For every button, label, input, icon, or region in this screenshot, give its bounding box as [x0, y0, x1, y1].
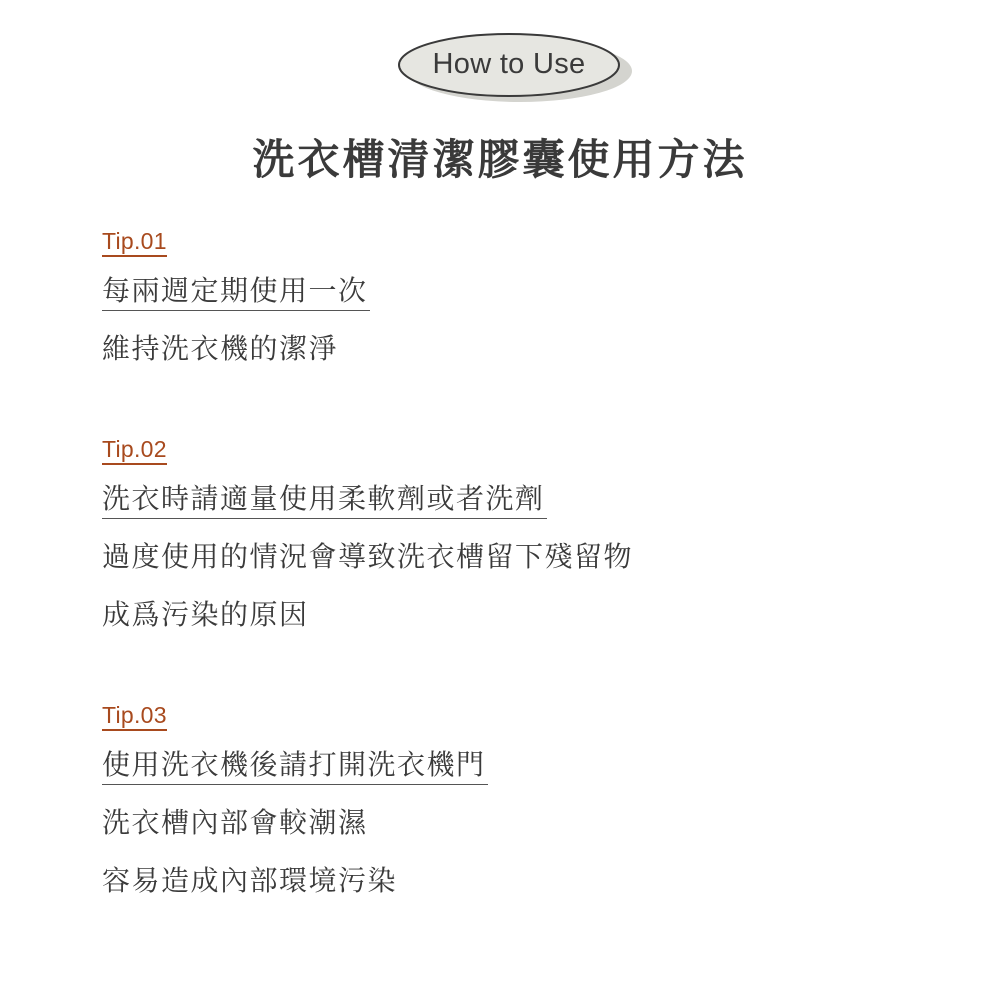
- tip-line: [102, 271, 370, 311]
- badge-label: How to Use: [432, 48, 586, 80]
- tip-label: Tip.02: [102, 436, 167, 465]
- tip-label: Tip.03: [102, 702, 167, 731]
- tip-line-text: 洗衣時請適量使用柔軟劑或者洗劑: [102, 480, 547, 519]
- tip-label: Tip.01: [102, 228, 167, 257]
- tip-section-2: [102, 436, 633, 653]
- tip-line: 過度使用的情況會導致洗衣槽留下殘留物: [102, 540, 634, 573]
- tip-line: [102, 479, 633, 519]
- tip-section-3: [102, 702, 488, 919]
- tip-line: 洗衣槽內部會較潮濕: [102, 806, 368, 839]
- tip-line-text: 使用洗衣機後請打開洗衣機門: [102, 746, 488, 785]
- tip-line-text: 每兩週定期使用一次: [102, 272, 370, 311]
- tip-line: 成爲污染的原因: [102, 598, 309, 631]
- tip-line: 容易造成內部環境污染: [102, 864, 398, 897]
- page-title: 洗衣槽清潔膠囊使用方法: [252, 135, 748, 184]
- tip-line: [102, 745, 488, 785]
- how-to-use-badge: [398, 32, 620, 96]
- tip-section-1: [102, 228, 370, 387]
- tip-line: 維持洗衣機的潔淨: [102, 332, 339, 365]
